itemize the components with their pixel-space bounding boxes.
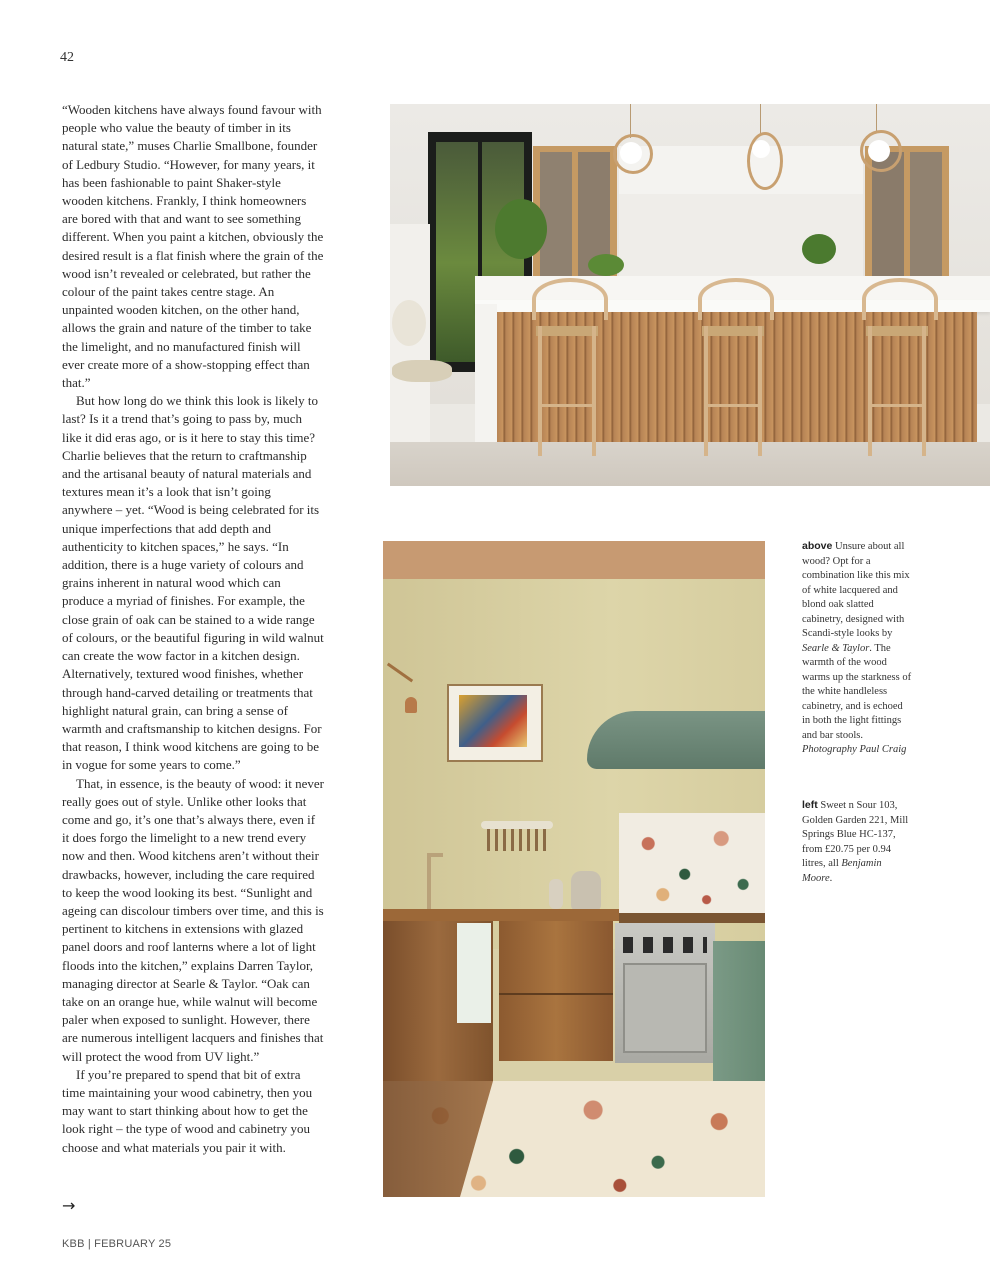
- caption-text: Unsure about all wood? Opt for a combination like this mix of white lacquered and blond oak slatted cabinetry, designed with Scandi-style looks by: [802, 541, 910, 639]
- article-paragraph: If you’re prepared to spend that bit of extra time maintaining your wood cabinetry, then you may want to start thinking about how to get the look right – the type of wood and cabinetry you choose and what materials you pair it with.: [62, 1066, 313, 1155]
- photo-green-terrazzo-kitchen: [383, 541, 765, 1197]
- caption-text: Sweet n Sour 103, Golden Garden 221, Mill Springs Blue HC-137, from £20.75 per 0.94 litres, all: [802, 800, 909, 869]
- caption-brand: Searle & Taylor: [802, 642, 870, 654]
- caption-left: [802, 798, 912, 886]
- article-paragraph: “Wooden kitchens have always found favour with people who value the beauty of timber in its natural state,” muses Charlie Smallbone, founder of Ledbury Studio. “However, for many years, it has been fashionable to paint Shaker-style wooden kitchens. Frankly, I think homeowners are bored with that and want to see something different. When you paint a kitchen, obviously the desired result is a flat finish where the grain of the wood isn’t revealed or celebrated, but rather the colour of the paint takes centre stage. An unpainted wooden kitchen, on the other hand, allows the grain and nature of the timber to take the limelight, and no manufactured finish will ever create more of a show-stopping effect than that.”: [62, 102, 324, 391]
- photo-credit: Photography Paul Craig: [802, 744, 907, 755]
- caption-keyword: above: [802, 540, 833, 552]
- article-paragraph: That, in essence, is the beauty of wood: it never really goes out of style. Unlike other looks that come and go, it’s one that’s always there, even if it does forgo the limelight to a new trend every now and then. Wood kitchens aren’t without their drawbacks, however, including the care required to keep the wood looking its best. “Sunlight and ageing can discolour timbers over time, and this is pertinent to kitchens in extensions with glazed panel doors and roof lanterns where a lot of light floods into the kitchen,” explains Darren Taylor, managing director at Searle & Taylor. “Oak can take on an orange hue, while walnut will become paler when exposed to sunlight. However, there are numerous intelligent lacquers and finishes that will protect the wood from UV light.”: [62, 775, 325, 1064]
- continue-arrow-icon[interactable]: →: [62, 1196, 76, 1215]
- caption-above: [802, 539, 912, 758]
- caption-brand: Benjamin Moore: [802, 858, 882, 884]
- caption-text: . The warmth of the wood warms up the starkness of the white handleless cabinetry, and is echoed in both the light fittings and bar stools.: [802, 642, 912, 741]
- caption-keyword: left: [802, 799, 818, 811]
- article-paragraph: But how long do we think this look is likely to last? Is it a trend that’s going to pass by, much like it did eras ago, or is it here to stay this time? Charlie believes that the return to craftmanship and the artisanal beauty of natural materials and textures mean it’s a look that isn’t going anywhere – yet. “Wood is being celebrated for its unique imperfections that add depth and authenticity to kitchen spaces,” he says. “In addition, there is a huge variety of colours and grains inherent in natural wood which can produce a myriad of finishes. For example, the close grain of oak can be stained to a wide range of colours, or the beautiful figuring in wild walnut can create the wow factor in a kitchen design. Alternatively, textured wood finishes, whether through hand-carved detailing or treatments that highlight natural grain, can bring a sense of warmth and craftsmanship to kitchen designs. For that reason, I think wood kitchens are going to be in vogue for some years to come.”: [62, 393, 324, 773]
- caption-text: .: [829, 872, 833, 884]
- article-body: [62, 101, 324, 1157]
- footer-issue: KBB | FEBRUARY 25: [62, 1238, 172, 1250]
- page-number: 42: [60, 50, 74, 65]
- photo-white-oak-kitchen: [390, 104, 990, 486]
